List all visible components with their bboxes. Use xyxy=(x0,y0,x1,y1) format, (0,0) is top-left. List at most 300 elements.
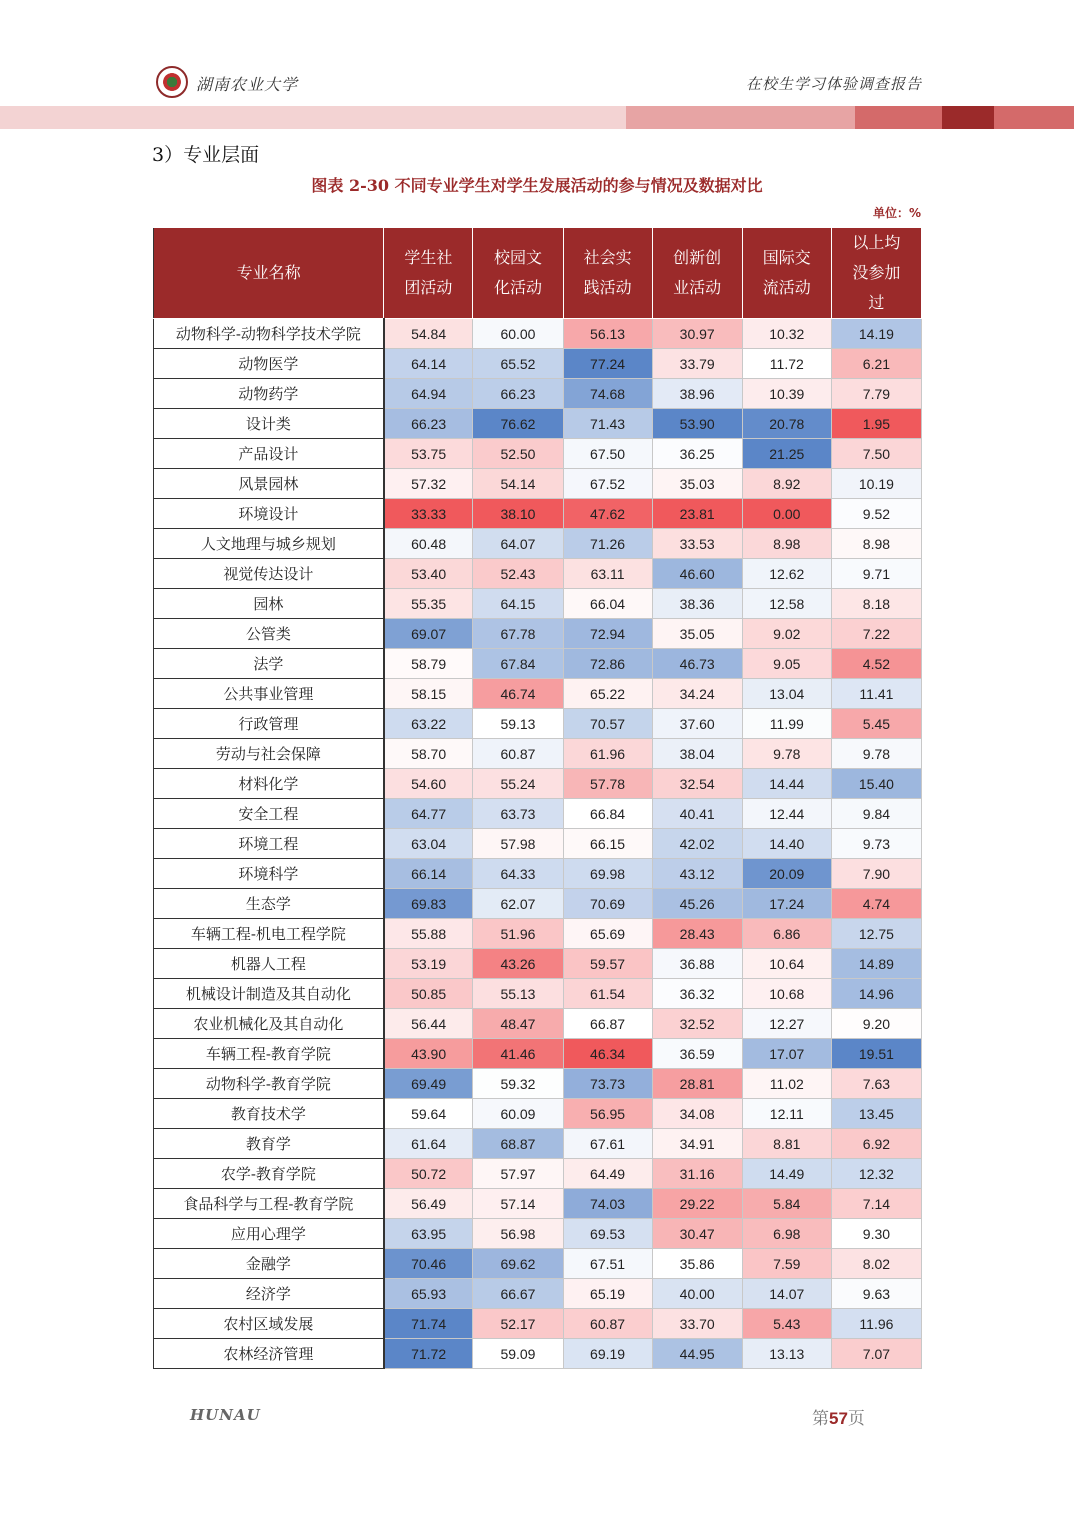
value-cell: 65.93 xyxy=(384,1279,473,1309)
value-cell: 1.95 xyxy=(831,409,921,439)
major-name: 食品科学与工程-教育学院 xyxy=(154,1189,384,1219)
value-cell: 65.52 xyxy=(473,349,563,379)
value-cell: 40.00 xyxy=(652,1279,742,1309)
major-name: 产品设计 xyxy=(154,439,384,469)
value-cell: 55.88 xyxy=(384,919,473,949)
value-cell: 30.47 xyxy=(652,1219,742,1249)
value-cell: 10.19 xyxy=(831,469,921,499)
value-cell: 61.54 xyxy=(563,979,652,1009)
value-cell: 45.26 xyxy=(652,889,742,919)
value-cell: 69.98 xyxy=(563,859,652,889)
footer-logo: HUNAU xyxy=(190,1406,261,1424)
value-cell: 76.62 xyxy=(473,409,563,439)
major-name: 环境工程 xyxy=(154,829,384,859)
column-header-line: 学生社 xyxy=(404,248,453,267)
value-cell: 56.44 xyxy=(384,1009,473,1039)
value-cell: 62.07 xyxy=(473,889,563,919)
value-cell: 57.98 xyxy=(473,829,563,859)
page-header xyxy=(0,0,1074,130)
value-cell: 64.77 xyxy=(384,799,473,829)
value-cell: 9.02 xyxy=(742,619,831,649)
value-cell: 64.07 xyxy=(473,529,563,559)
value-cell: 58.79 xyxy=(384,649,473,679)
header-band-3 xyxy=(855,106,942,129)
major-name: 园林 xyxy=(154,589,384,619)
value-cell: 54.84 xyxy=(384,319,473,349)
value-cell: 23.81 xyxy=(652,499,742,529)
value-cell: 9.05 xyxy=(742,649,831,679)
value-cell: 55.13 xyxy=(473,979,563,1009)
value-cell: 66.15 xyxy=(563,829,652,859)
table-row xyxy=(154,1009,922,1039)
value-cell: 9.73 xyxy=(831,829,921,859)
value-cell: 59.57 xyxy=(563,949,652,979)
value-cell: 14.49 xyxy=(742,1159,831,1189)
major-name: 农村区域发展 xyxy=(154,1309,384,1339)
table-row xyxy=(154,739,922,769)
value-cell: 51.96 xyxy=(473,919,563,949)
value-cell: 33.53 xyxy=(652,529,742,559)
value-cell: 65.69 xyxy=(563,919,652,949)
major-name: 教育学 xyxy=(154,1129,384,1159)
value-cell: 38.04 xyxy=(652,739,742,769)
table-row xyxy=(154,799,922,829)
major-name: 动物科学-动物科学技术学院 xyxy=(154,319,384,349)
value-cell: 6.21 xyxy=(831,349,921,379)
table-row xyxy=(154,829,922,859)
major-name: 动物科学-教育学院 xyxy=(154,1069,384,1099)
value-cell: 59.13 xyxy=(473,709,563,739)
table-header-row xyxy=(154,228,922,319)
value-cell: 60.09 xyxy=(473,1099,563,1129)
value-cell: 10.68 xyxy=(742,979,831,1009)
major-name: 金融学 xyxy=(154,1249,384,1279)
value-cell: 7.50 xyxy=(831,439,921,469)
value-cell: 12.11 xyxy=(742,1099,831,1129)
value-cell: 9.84 xyxy=(831,799,921,829)
page-number: 第57页 xyxy=(812,1409,865,1429)
value-cell: 33.79 xyxy=(652,349,742,379)
value-cell: 53.40 xyxy=(384,559,473,589)
value-cell: 70.69 xyxy=(563,889,652,919)
value-cell: 7.14 xyxy=(831,1189,921,1219)
value-cell: 48.47 xyxy=(473,1009,563,1039)
value-cell: 8.98 xyxy=(831,529,921,559)
table-row xyxy=(154,1039,922,1069)
major-name: 机器人工程 xyxy=(154,949,384,979)
value-cell: 58.70 xyxy=(384,739,473,769)
value-cell: 9.52 xyxy=(831,499,921,529)
value-cell: 17.24 xyxy=(742,889,831,919)
value-cell: 77.24 xyxy=(563,349,652,379)
value-cell: 71.72 xyxy=(384,1339,473,1369)
table-row xyxy=(154,859,922,889)
value-cell: 67.52 xyxy=(563,469,652,499)
value-cell: 67.78 xyxy=(473,619,563,649)
table-row xyxy=(154,349,922,379)
value-cell: 4.74 xyxy=(831,889,921,919)
column-header xyxy=(742,228,831,319)
value-cell: 7.22 xyxy=(831,619,921,649)
value-cell: 13.13 xyxy=(742,1339,831,1369)
value-cell: 0.00 xyxy=(742,499,831,529)
value-cell: 17.07 xyxy=(742,1039,831,1069)
value-cell: 60.00 xyxy=(473,319,563,349)
value-cell: 66.04 xyxy=(563,589,652,619)
value-cell: 64.49 xyxy=(563,1159,652,1189)
value-cell: 9.78 xyxy=(742,739,831,769)
value-cell: 66.14 xyxy=(384,859,473,889)
value-cell: 36.25 xyxy=(652,439,742,469)
column-header-line: 以上均 xyxy=(852,233,901,252)
value-cell: 6.98 xyxy=(742,1219,831,1249)
table-caption: 图表 2-30 不同专业学生对学生发展活动的参与情况及数据对比 xyxy=(311,176,763,195)
value-cell: 64.15 xyxy=(473,589,563,619)
column-header-line: 创新创 xyxy=(673,248,722,267)
table-row xyxy=(154,919,922,949)
value-cell: 53.19 xyxy=(384,949,473,979)
major-name: 环境设计 xyxy=(154,499,384,529)
table-row xyxy=(154,649,922,679)
table-row xyxy=(154,379,922,409)
value-cell: 14.40 xyxy=(742,829,831,859)
value-cell: 50.85 xyxy=(384,979,473,1009)
value-cell: 72.86 xyxy=(563,649,652,679)
value-cell: 38.96 xyxy=(652,379,742,409)
value-cell: 59.64 xyxy=(384,1099,473,1129)
value-cell: 69.19 xyxy=(563,1339,652,1369)
value-cell: 59.09 xyxy=(473,1339,563,1369)
value-cell: 14.44 xyxy=(742,769,831,799)
major-name: 动物药学 xyxy=(154,379,384,409)
report-title: 在校生学习体验调查报告 xyxy=(745,75,922,93)
value-cell: 12.75 xyxy=(831,919,921,949)
value-cell: 30.97 xyxy=(652,319,742,349)
value-cell: 57.32 xyxy=(384,469,473,499)
value-cell: 61.96 xyxy=(563,739,652,769)
column-header xyxy=(831,228,921,319)
value-cell: 67.84 xyxy=(473,649,563,679)
value-cell: 11.41 xyxy=(831,679,921,709)
value-cell: 36.32 xyxy=(652,979,742,1009)
table-row xyxy=(154,1069,922,1099)
value-cell: 52.17 xyxy=(473,1309,563,1339)
value-cell: 34.24 xyxy=(652,679,742,709)
table-row xyxy=(154,499,922,529)
value-cell: 56.95 xyxy=(563,1099,652,1129)
header-band-5 xyxy=(994,106,1074,129)
value-cell: 72.94 xyxy=(563,619,652,649)
value-cell: 69.53 xyxy=(563,1219,652,1249)
value-cell: 35.05 xyxy=(652,619,742,649)
value-cell: 7.59 xyxy=(742,1249,831,1279)
value-cell: 63.73 xyxy=(473,799,563,829)
major-name: 劳动与社会保障 xyxy=(154,739,384,769)
table-row xyxy=(154,619,922,649)
value-cell: 69.62 xyxy=(473,1249,563,1279)
value-cell: 43.12 xyxy=(652,859,742,889)
value-cell: 7.07 xyxy=(831,1339,921,1369)
value-cell: 10.64 xyxy=(742,949,831,979)
value-cell: 66.23 xyxy=(473,379,563,409)
major-name: 法学 xyxy=(154,649,384,679)
value-cell: 55.24 xyxy=(473,769,563,799)
value-cell: 64.14 xyxy=(384,349,473,379)
value-cell: 29.22 xyxy=(652,1189,742,1219)
value-cell: 44.95 xyxy=(652,1339,742,1369)
value-cell: 59.32 xyxy=(473,1069,563,1099)
value-cell: 74.03 xyxy=(563,1189,652,1219)
value-cell: 46.74 xyxy=(473,679,563,709)
column-header-line: 化活动 xyxy=(493,278,542,297)
value-cell: 67.50 xyxy=(563,439,652,469)
value-cell: 69.49 xyxy=(384,1069,473,1099)
value-cell: 66.84 xyxy=(563,799,652,829)
value-cell: 8.18 xyxy=(831,589,921,619)
table-row xyxy=(154,1189,922,1219)
value-cell: 46.60 xyxy=(652,559,742,589)
value-cell: 40.41 xyxy=(652,799,742,829)
table-body xyxy=(154,319,922,1369)
value-cell: 32.52 xyxy=(652,1009,742,1039)
value-cell: 33.33 xyxy=(384,499,473,529)
value-cell: 21.25 xyxy=(742,439,831,469)
column-header-line: 校园文 xyxy=(493,248,542,267)
value-cell: 74.68 xyxy=(563,379,652,409)
value-cell: 57.78 xyxy=(563,769,652,799)
column-header-line: 团活动 xyxy=(404,278,453,297)
value-cell: 56.49 xyxy=(384,1189,473,1219)
value-cell: 69.83 xyxy=(384,889,473,919)
value-cell: 64.94 xyxy=(384,379,473,409)
value-cell: 11.99 xyxy=(742,709,831,739)
value-cell: 36.88 xyxy=(652,949,742,979)
value-cell: 61.64 xyxy=(384,1129,473,1159)
table-row xyxy=(154,709,922,739)
table-row xyxy=(154,589,922,619)
value-cell: 20.78 xyxy=(742,409,831,439)
table-row xyxy=(154,319,922,349)
value-cell: 12.58 xyxy=(742,589,831,619)
value-cell: 47.62 xyxy=(563,499,652,529)
value-cell: 33.70 xyxy=(652,1309,742,1339)
value-cell: 52.43 xyxy=(473,559,563,589)
value-cell: 53.90 xyxy=(652,409,742,439)
value-cell: 7.79 xyxy=(831,379,921,409)
table-row xyxy=(154,529,922,559)
value-cell: 12.27 xyxy=(742,1009,831,1039)
major-name: 行政管理 xyxy=(154,709,384,739)
value-cell: 8.92 xyxy=(742,469,831,499)
value-cell: 14.89 xyxy=(831,949,921,979)
major-name: 环境科学 xyxy=(154,859,384,889)
major-name: 公共事业管理 xyxy=(154,679,384,709)
value-cell: 4.52 xyxy=(831,649,921,679)
value-cell: 60.87 xyxy=(563,1309,652,1339)
value-cell: 6.86 xyxy=(742,919,831,949)
value-cell: 42.02 xyxy=(652,829,742,859)
value-cell: 9.71 xyxy=(831,559,921,589)
value-cell: 10.39 xyxy=(742,379,831,409)
value-cell: 43.26 xyxy=(473,949,563,979)
value-cell: 5.45 xyxy=(831,709,921,739)
value-cell: 41.46 xyxy=(473,1039,563,1069)
value-cell: 14.19 xyxy=(831,319,921,349)
table-row xyxy=(154,409,922,439)
value-cell: 8.02 xyxy=(831,1249,921,1279)
major-name: 应用心理学 xyxy=(154,1219,384,1249)
value-cell: 67.51 xyxy=(563,1249,652,1279)
value-cell: 53.75 xyxy=(384,439,473,469)
header-band-2 xyxy=(626,106,855,129)
table-row xyxy=(154,1159,922,1189)
value-cell: 12.32 xyxy=(831,1159,921,1189)
table-row xyxy=(154,1129,922,1159)
major-name: 风景园林 xyxy=(154,469,384,499)
value-cell: 20.09 xyxy=(742,859,831,889)
value-cell: 34.91 xyxy=(652,1129,742,1159)
table-row xyxy=(154,559,922,589)
value-cell: 6.92 xyxy=(831,1129,921,1159)
value-cell: 34.08 xyxy=(652,1099,742,1129)
value-cell: 54.14 xyxy=(473,469,563,499)
table-row xyxy=(154,949,922,979)
column-header-line: 国际交 xyxy=(762,248,811,267)
column-header-line: 流活动 xyxy=(762,278,811,297)
value-cell: 15.40 xyxy=(831,769,921,799)
major-name: 动物医学 xyxy=(154,349,384,379)
value-cell: 13.45 xyxy=(831,1099,921,1129)
value-cell: 5.43 xyxy=(742,1309,831,1339)
value-cell: 52.50 xyxy=(473,439,563,469)
column-header-line: 社会实 xyxy=(583,248,632,267)
value-cell: 12.62 xyxy=(742,559,831,589)
value-cell: 9.63 xyxy=(831,1279,921,1309)
value-cell: 7.90 xyxy=(831,859,921,889)
value-cell: 57.14 xyxy=(473,1189,563,1219)
table-row xyxy=(154,1309,922,1339)
value-cell: 67.61 xyxy=(563,1129,652,1159)
column-header xyxy=(384,228,473,319)
column-header xyxy=(154,228,384,319)
value-cell: 14.96 xyxy=(831,979,921,1009)
value-cell: 28.43 xyxy=(652,919,742,949)
value-cell: 65.22 xyxy=(563,679,652,709)
value-cell: 73.73 xyxy=(563,1069,652,1099)
header-band-1 xyxy=(0,106,626,129)
university-logo-icon xyxy=(156,66,188,98)
major-name: 视觉传达设计 xyxy=(154,559,384,589)
major-name: 人文地理与城乡规划 xyxy=(154,529,384,559)
column-header-line: 过 xyxy=(868,293,885,312)
value-cell: 38.10 xyxy=(473,499,563,529)
university-name: 湖南农业大学 xyxy=(196,75,299,94)
value-cell: 11.72 xyxy=(742,349,831,379)
value-cell: 35.86 xyxy=(652,1249,742,1279)
value-cell: 19.51 xyxy=(831,1039,921,1069)
section-title: 3）专业层面 xyxy=(152,144,260,166)
value-cell: 13.04 xyxy=(742,679,831,709)
value-cell: 60.87 xyxy=(473,739,563,769)
table-row xyxy=(154,1249,922,1279)
value-cell: 70.46 xyxy=(384,1249,473,1279)
major-name: 教育技术学 xyxy=(154,1099,384,1129)
value-cell: 56.98 xyxy=(473,1219,563,1249)
major-name: 安全工程 xyxy=(154,799,384,829)
table-row xyxy=(154,769,922,799)
table-row xyxy=(154,1219,922,1249)
value-cell: 7.63 xyxy=(831,1069,921,1099)
value-cell: 71.43 xyxy=(563,409,652,439)
major-name: 设计类 xyxy=(154,409,384,439)
header-band-4 xyxy=(942,106,994,129)
value-cell: 70.57 xyxy=(563,709,652,739)
participation-table xyxy=(153,227,922,1369)
major-name: 农学-教育学院 xyxy=(154,1159,384,1189)
value-cell: 11.02 xyxy=(742,1069,831,1099)
value-cell: 46.73 xyxy=(652,649,742,679)
table-row xyxy=(154,1099,922,1129)
value-cell: 50.72 xyxy=(384,1159,473,1189)
value-cell: 11.96 xyxy=(831,1309,921,1339)
table-row xyxy=(154,679,922,709)
value-cell: 32.54 xyxy=(652,769,742,799)
value-cell: 5.84 xyxy=(742,1189,831,1219)
value-cell: 63.22 xyxy=(384,709,473,739)
table-row xyxy=(154,889,922,919)
table-row xyxy=(154,1339,922,1369)
value-cell: 71.74 xyxy=(384,1309,473,1339)
value-cell: 9.30 xyxy=(831,1219,921,1249)
value-cell: 35.03 xyxy=(652,469,742,499)
major-name: 材料化学 xyxy=(154,769,384,799)
value-cell: 66.23 xyxy=(384,409,473,439)
column-header xyxy=(563,228,652,319)
value-cell: 55.35 xyxy=(384,589,473,619)
major-name: 车辆工程-教育学院 xyxy=(154,1039,384,1069)
table-row xyxy=(154,439,922,469)
value-cell: 10.32 xyxy=(742,319,831,349)
value-cell: 64.33 xyxy=(473,859,563,889)
value-cell: 71.26 xyxy=(563,529,652,559)
value-cell: 43.90 xyxy=(384,1039,473,1069)
value-cell: 66.87 xyxy=(563,1009,652,1039)
value-cell: 63.04 xyxy=(384,829,473,859)
value-cell: 57.97 xyxy=(473,1159,563,1189)
value-cell: 28.81 xyxy=(652,1069,742,1099)
major-name: 公管类 xyxy=(154,619,384,649)
column-header xyxy=(652,228,742,319)
major-name: 农业机械化及其自动化 xyxy=(154,1009,384,1039)
value-cell: 63.11 xyxy=(563,559,652,589)
value-cell: 60.48 xyxy=(384,529,473,559)
table-row xyxy=(154,979,922,1009)
table-row xyxy=(154,1279,922,1309)
major-name: 生态学 xyxy=(154,889,384,919)
major-name: 农林经济管理 xyxy=(154,1339,384,1369)
major-name: 机械设计制造及其自动化 xyxy=(154,979,384,1009)
value-cell: 46.34 xyxy=(563,1039,652,1069)
value-cell: 65.19 xyxy=(563,1279,652,1309)
value-cell: 12.44 xyxy=(742,799,831,829)
value-cell: 9.78 xyxy=(831,739,921,769)
value-cell: 68.87 xyxy=(473,1129,563,1159)
table-row xyxy=(154,469,922,499)
value-cell: 8.98 xyxy=(742,529,831,559)
column-header-line: 专业名称 xyxy=(236,263,301,282)
value-cell: 56.13 xyxy=(563,319,652,349)
value-cell: 38.36 xyxy=(652,589,742,619)
